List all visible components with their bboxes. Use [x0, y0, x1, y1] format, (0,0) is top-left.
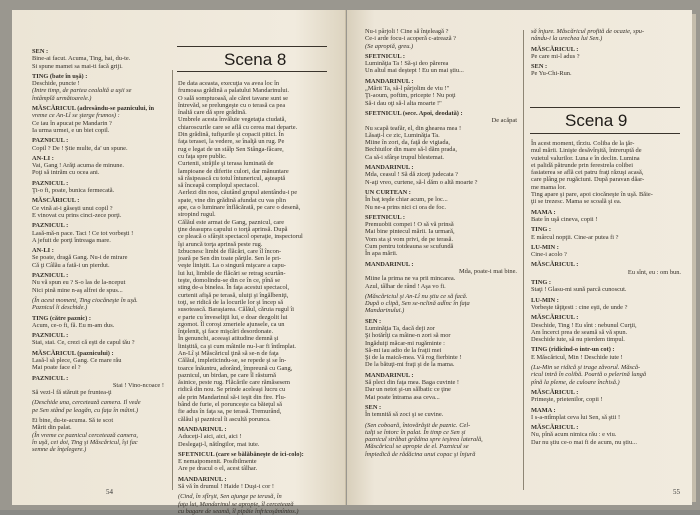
text-line: N-aţi vreo, curtene, să-l dăm o altă moarte ?: [365, 178, 478, 186]
stage-direction-line: talţi se întorc în palat. În timp ce Sen şi: [365, 428, 466, 436]
right-column-stage-directions: [178, 80, 330, 515]
stage-direction-line: (În acest moment, Ting ciocăneşte în uşă.: [32, 296, 138, 304]
text-line: Nici pină mine n-aş alfrei de spus...: [32, 286, 123, 294]
text-line: Stai ! Vino-ncoace !: [112, 381, 164, 389]
text-line: paznicul, un birdan, pe care îl răsturnă: [178, 371, 276, 379]
scene-title: Scena 8: [224, 50, 287, 69]
speaker-name: UN CURTEAN :: [365, 188, 411, 196]
speaker-name: AN-LI :: [32, 247, 54, 255]
text-line: De la bătuţi-mi fraţi şi de la mama.: [365, 361, 455, 369]
text-line: În baţ ieşde chiar acum, pe loc...: [365, 196, 448, 204]
text-line: Să pleci din faţa mea. Baga cuvinte !: [365, 379, 460, 387]
text-line: Pe Yu-Chi-Run.: [531, 70, 572, 78]
text-line: joară pe Sen din toate părţile. Sen le pri-: [178, 255, 282, 263]
text-line: În apa mării.: [365, 250, 398, 258]
text-line: Curtenii, străjile şi terasa luminată de: [178, 160, 274, 168]
text-line: toţi, se ridică de la locurile lor şi încep să: [178, 298, 284, 306]
text-line: ţii se trezesc. Mama se scoală şi ea.: [531, 198, 622, 206]
text-line: să înceapă comploţul spectacol.: [178, 182, 259, 190]
text-line: Să-mi iau adio de la fraţii mei: [365, 346, 442, 354]
stage-direction-line: împiedică de rădăcina unui copac şi înjură: [365, 450, 476, 458]
text-line: Miine în zori, da, faţă de vigiada,: [365, 139, 451, 147]
scene-title-rule-top: [177, 46, 327, 47]
text-line: Nu-i pârjoli ! Cine să înţeleagă ?: [365, 28, 449, 35]
text-line: Ca să-i sfârşe trupul blestemat.: [365, 153, 444, 161]
text-line: ăsinice, peste rug. Flăcările care rămăsesem: [178, 379, 290, 387]
text-line: Să vezi-l fă stăruit pe fruntea-ţi: [32, 389, 112, 397]
speaker-name: MANDARINUL :: [365, 164, 414, 172]
text-line: În temnită să zoci şi se cuvine.: [365, 411, 444, 419]
text-line: fasiaterea se află cei patru fraţi răzuşi acasă,: [531, 169, 644, 177]
speaker-name: MĂSCĂRICUL (adresându-se paznicului, în: [32, 105, 155, 113]
speaker-name: PAZNICUL :: [32, 332, 69, 340]
speaker-name: MANDARINUL :: [365, 260, 414, 268]
text-line: De data aceasta, execuţia va avea loc în: [178, 80, 280, 87]
text-line: Am încerci prea de seamă să vă spun.: [531, 328, 628, 336]
text-line: Azul, tâlhar de rând ! Aşa vo fi.: [365, 282, 446, 290]
text-line: Deschide, Ting ! Eu sînt : nebunul Curţii,: [531, 321, 637, 329]
text-line: să răsipească cu totul întunericul, aşteaptă: [178, 174, 286, 182]
text-line: fie adus în faţa sa, pe terasă. Tremurând,: [178, 408, 282, 416]
text-line: Mai poate face el ?: [32, 364, 81, 372]
text-line: Bine-ai facut. Acuma, Ting, hai, du-te.: [32, 55, 131, 63]
text-line: În genunchi, aceeaşi atitudine demnă şi: [178, 335, 279, 343]
speaker-name: LU-MIN :: [531, 243, 559, 251]
scene-title-rule-bottom: [530, 133, 680, 134]
text-line: Ce iau în apucat pe Mandarin ?: [32, 119, 112, 127]
text-line: rug e legat de un stâlp Sen Stânga-fâcare,: [178, 145, 284, 153]
speaker-name: SFETNICUL (care se bălăbăneşte de ici-colo):: [178, 450, 304, 458]
speaker-name: SEN :: [365, 403, 382, 411]
speaker-name: MANDARINUL :: [178, 475, 227, 483]
speaker-name: PAZNICUL :: [32, 222, 69, 230]
speaker-name: SFETNICUL :: [365, 213, 405, 221]
text-line: A jefuit de porţi întreaga mare.: [32, 236, 111, 244]
text-line: bând de furie, el porunceşte ca băieţul să: [178, 401, 282, 409]
speaker-name: MĂSCĂRICUL (paznicului) :: [32, 349, 114, 357]
text-line: veşte liniştit. La o singură mişcare a capu-: [178, 262, 286, 270]
text-line: Vom sta şi vom privi, de pe terasă.: [365, 235, 454, 243]
text-line: Ia urma urmei, e un biet copil.: [32, 126, 110, 134]
stage-direction-line: pînă la pleme, de culoare închisă.): [531, 378, 620, 386]
speaker-name: MANDARINUL :: [178, 425, 227, 433]
speaker-name: PAZNICUL :: [32, 272, 69, 280]
text-line: mul mării. Linişte desăvîrşită, întreruptă de: [531, 147, 642, 155]
text-line: Să vă în drumul ! Haide ! Duşi-i cor !: [178, 483, 275, 491]
text-line: Mărit din palat.: [32, 424, 72, 432]
stage-direction-line: întâmplă următoarele.): [32, 94, 92, 102]
text-line: ape, ca o luminare înflăcărată, pe care o desenă,: [178, 204, 301, 212]
text-line: I s-a-ntîmplat ceva lui Sen, să ştii !: [531, 413, 621, 421]
stage-direction-line: Mandarinului.): [365, 307, 405, 315]
speaker-name: MĂSCĂRICUL :: [531, 424, 579, 432]
stage-direction-line: (În vreme ce paznicul cercetează camera,: [32, 431, 138, 439]
stage-direction-line: Paznicul îi deschide.): [32, 304, 88, 312]
text-line: Mai poate întrama asa ceva...: [365, 393, 440, 401]
speaker-name: PAZNICUL :: [32, 374, 69, 382]
stage-direction-line: pe Sen stând pe leagăn, cu faţa în mâini.): [32, 406, 139, 414]
stage-direction-line: (Cind, în sfîrşit, Sen ajunge pe terasă, în: [178, 493, 282, 501]
text-line: Staţi ! Glasu-mi sună parcă cunoscut.: [531, 286, 627, 294]
text-line: Pe care mi-l adus ?: [531, 52, 580, 60]
left-page: [12, 10, 346, 515]
speaker-name: SEN :: [365, 317, 382, 325]
text-line: ce pleacă o sfârşit spectacol operaţie, inspectorul: [178, 233, 303, 241]
text-line: me mama lor.: [531, 183, 566, 191]
scene-title: Scena 9: [565, 111, 628, 130]
stage-direction-line: (Lu-Min se ridică şi trage zăvorul. Măscă-: [531, 364, 641, 372]
text-line: lui lui, limbile de flăcări se retrag scurtân-: [178, 269, 286, 277]
text-line: Că ţi Câlău a fată-i un pierdut.: [32, 261, 110, 269]
text-line: Lăsaţi-l ce zic, Luminăţia Ta.: [365, 131, 440, 139]
text-line: susotească. Baraşiarea. Călăul, căruia rugul îi: [178, 306, 295, 314]
text-line: Are pe dracul o el, acest tâlhar.: [178, 465, 258, 473]
text-line: Deschide iute, să nu pierdem timpul.: [531, 336, 625, 344]
text-line: Cum pentru totdeauna se scufundă: [365, 243, 454, 251]
text-line: Mai bine pintecul mării. Ia urmară,: [365, 228, 455, 236]
text-line: Copil ? De ! Știe multe, da' un spune.: [32, 144, 128, 152]
text-line: E Măscăricul, Min ! Deschide iute !: [531, 353, 623, 361]
text-line: înţelenit, şi face mişcări desordonate.: [178, 328, 274, 336]
text-line: Ting apare şi pare, apoi ciocăneşte în uşă. Băie-: [531, 191, 653, 199]
speaker-name: TING :: [531, 226, 552, 234]
text-line: Miine la prima ne va prii mincarea.: [365, 275, 456, 283]
text-line: E mârcul nopţii. Cine-ar putea fi ?: [531, 233, 619, 241]
text-line: curtenii afişă pe terasă, uluiţi şi îngălbeniţi,: [178, 291, 289, 299]
text-line: An-Lî şi Măscăricul ţină să se-n de faţa: [178, 349, 279, 357]
text-line: ţine deasupra capului o torţă aprinsă. După: [178, 225, 288, 233]
text-line: stropind rugul.: [178, 211, 216, 219]
text-line: „Mărit Ta, să-l pârjolim de viu !": [365, 85, 450, 93]
text-line: Să-i dau oţi să-l alta moarte !": [365, 99, 442, 107]
text-line: Călăul, impleticindu-se, se repede şi se în-: [178, 357, 287, 365]
speaker-name: TING (ridicînd-o intr-un cot) :: [531, 346, 615, 354]
paragraph-gap: [531, 78, 681, 102]
text-line: Deslegaţi-l, nătîngilor, mai iute.: [178, 440, 260, 448]
text-line: Cine-i acolo ?: [531, 251, 567, 259]
text-line: Dar nu ştiu ce-o mai fi de acum, nu ştiu...: [531, 438, 637, 446]
speaker-name: MĂSCĂRICUL :: [531, 388, 579, 396]
text-line: Ţi-o fi, poate, bunica fermecată.: [32, 187, 115, 195]
text-line: E vinovat cu prins cinci-zece porţi.: [32, 211, 122, 219]
text-line: Deschide, puncte !: [32, 80, 80, 88]
stage-direction-line: nându-i la urechea lui Sen.): [531, 35, 603, 43]
speaker-name: TING (către paznic) :: [32, 314, 91, 322]
page-edge: [692, 14, 696, 502]
text-line: E nemaipomenit. Posibilmente: [178, 458, 257, 466]
stage-direction-line: vreme ce An-Lî se şterge frumos) :: [32, 112, 120, 120]
text-line: Si spune mamei sa mai-ti facă griji.: [32, 62, 123, 70]
text-line: Lasă-mă-n pace. Taci ! Ce tot vorbeşti !: [32, 229, 134, 237]
speaker-name: MĂSCĂRICUL :: [531, 261, 579, 269]
stage-direction-line: După o clipă, Sen se-nclină adînc în faţa: [365, 300, 470, 308]
text-line: ei palidă pătrunde prin ferestrela colibei: [531, 161, 634, 169]
text-line: Umbrele acesta învăluie vegetaţia ciudată,: [178, 116, 287, 124]
right-page: [347, 10, 692, 505]
stage-direction-line: (Deschide una, cercetează camera. Il vede: [32, 399, 141, 407]
text-line: liniştită, ca şi cum mâinile nu-l-ar fi întîmplat.: [178, 342, 297, 350]
text-line: spate, vine din grădină afundat cu vas plin: [178, 196, 286, 204]
text-line: înaltă care dă spre grădină.: [178, 109, 247, 117]
text-line: Un altul mai deştept ! Eu un mai ştiu...: [365, 67, 464, 75]
stage-direction-line: paznicul străbat grădina spre ieşirea laterală,: [365, 436, 483, 444]
text-line: Bechiuilor din mare să-l dăm prada,: [365, 146, 457, 154]
text-line: teşte, domolindu-se din ce în ce, pînă se: [178, 277, 281, 285]
text-line: De acăpat: [491, 117, 517, 125]
text-line: lampioane de diferite culori, dar mănuntare: [178, 167, 289, 175]
stage-direction-line: (Se apropiă, greu.): [365, 42, 414, 50]
speaker-name: MANDARINUL :: [365, 77, 414, 85]
speaker-name: TING :: [531, 279, 552, 287]
page-number: 54: [106, 488, 113, 496]
stage-direction-line: cu bagare de seamă, îl pipăie înfricoşămîntos.): [178, 507, 299, 515]
stage-direction-line: (Sen coboară, întovărăşit de paznic. Cel-: [365, 421, 471, 429]
text-line: e parte cu înveseliţii lui, e doar dezgolit lui: [178, 313, 288, 321]
scene-title-rule-top: [530, 107, 680, 108]
text-line: Aduceţi-l aici, aici, aici !: [178, 433, 242, 441]
text-line: Stai, stai. Ce, crezi că eşti de capul tău ?: [32, 339, 135, 347]
text-line: Ei bine, du-te-acuma. Să te scot: [32, 417, 114, 425]
speaker-name: SEN :: [32, 48, 49, 55]
column-divider: [172, 70, 173, 490]
speaker-name: SFETNICUL :: [365, 52, 405, 60]
speaker-name: PAZNICUL :: [32, 179, 69, 187]
text-line: Mda, poate-i mai bine.: [458, 267, 517, 275]
speaker-name: LU-MIN :: [531, 296, 559, 304]
speaker-name: PAZNICUL :: [32, 137, 69, 145]
stage-direction-line: Măscăricul se apropie de el. Paznicul se: [365, 443, 469, 451]
stage-direction-line: în uşă, cei doi, Ting şi Măscăricul, îşi fac: [32, 438, 138, 446]
text-line: Primeşte, prietenilor, copii !: [531, 396, 603, 404]
text-line: Şi de la maică-mea. Vă rog fierbinte !: [365, 354, 462, 362]
speaker-name: MĂSCĂRICUL :: [32, 197, 80, 205]
text-line: întrevăd, se prelungeşte cu o terasă ca pea: [178, 101, 286, 109]
left-column-dialogue: [32, 48, 164, 454]
text-line: Eu sînt, eu : om bun.: [627, 268, 681, 276]
column-divider: [523, 30, 524, 490]
speaker-name: MAMA :: [531, 208, 556, 216]
speaker-name: MĂSCĂRICUL :: [531, 45, 579, 53]
text-line: Nu scapă teafăr, el, din ghearea mea !: [365, 124, 462, 132]
text-line: Ţi-aoum, poftim, pricepte ! Nu poţi: [365, 92, 456, 100]
stage-direction-line: (Intre timp, de partea cealaltă a uşii se: [32, 87, 132, 95]
text-line: Bate în uşă cineva, copii !: [531, 215, 598, 223]
text-line: Luminăţia Ta ! Să-şi deo părerea: [365, 60, 449, 68]
text-line: Mda, ceasul ! Să dă ziceţi judecata ?: [365, 171, 458, 179]
left-column-dialogue: [365, 28, 517, 458]
text-line: Lasă-l să plece, Gang. Ce mare rău: [32, 356, 122, 364]
text-line: Premuobii compei ! O să vă prinsă: [365, 221, 454, 229]
stage-direction-line: ricul intră în colibă. Poartă o pelerină lungă: [531, 371, 647, 379]
text-line: faţa terasei, la vedere, se înalţă un rug. Pe: [178, 138, 285, 146]
stage-direction-line: să înjure. Măscăricul profită de ocazie, spu-: [531, 28, 645, 35]
text-line: Izbucnesc limbi de flăcări, care îl încon-: [178, 247, 282, 255]
speaker-name: SFETNICUL (sece. Apoi, deodată) :: [365, 109, 463, 117]
text-line: Nu, pînă acum nimica rău : e viu.: [531, 431, 617, 439]
speaker-name: MĂSCĂRICUL :: [531, 314, 579, 322]
text-line: îşi aruncă torţa aprinsă peste rug.: [178, 240, 263, 248]
text-line: Călăul este armat de Gang, paznicul, care: [178, 218, 285, 226]
scene-title-rule-bottom: [177, 71, 327, 72]
text-line: Nu ne-a prins nici ci ora de foc.: [365, 203, 446, 211]
text-line: Se poate, dragă Gang. Nu-i de mirare: [32, 254, 128, 262]
page-number: 55: [673, 488, 680, 496]
text-line: frumoasa grădină a palatului Mandarinului.: [178, 87, 289, 95]
text-line: Nu vă spun eu ? S-o las de la-nceput: [32, 279, 126, 287]
text-line: călăul şi paznicul îi ascultă porunca.: [178, 415, 271, 423]
text-line: Luminăţia Ta, dacă deji zor: [365, 324, 435, 332]
text-line: Dar un netot şi-un sălbatic ce ţine: [365, 386, 451, 394]
text-line: Ce vină ai-i găseşti unui copil ?: [32, 204, 113, 212]
text-line: Ingăduiţi măcar-mi rugăminte :: [365, 339, 445, 347]
text-line: Din grădină, tufişurile şi copacii pitici. În: [178, 131, 284, 139]
text-line: Poţi să intrăm cu ocea ani.: [32, 169, 100, 177]
text-line: În acest moment, tîrziu. Coliba de la ţăr-: [531, 140, 635, 147]
speaker-name: AN-LI :: [32, 154, 54, 162]
right-column-dialogue: [531, 28, 681, 150]
text-line: O sală somptuoasă, ale cărei tavane sunt se: [178, 94, 289, 102]
text-line: toarce înăuntru, adorând, împreună cu Gang,: [178, 364, 293, 372]
text-line: ale prin Mandarinul să-i ieşit din fire. Flu-: [178, 393, 286, 401]
stage-direction-line: (Măscăriciul şi An-Lî nu ştiu ce să facă.: [365, 292, 468, 300]
text-line: sting de-a binelea. În faţa acestui spectacol,: [178, 284, 290, 292]
text-line: Aerlezi din nou, căutând grupul atentându-i pe: [178, 189, 298, 197]
speaker-name: SEN :: [531, 63, 548, 71]
text-line: care plâng pe rugăciuni. După paravan dăar-: [531, 176, 645, 184]
text-line: vuietul valurilor. Luna e în declin. Lumina: [531, 154, 640, 162]
text-line: cu faţa spre public.: [178, 152, 227, 160]
text-line: Vai, Gang ! Arăţi acuma de minune.: [32, 162, 124, 170]
right-column-scene-text: [531, 140, 681, 446]
speaker-name: TING (bate în uşă) :: [32, 72, 88, 80]
stage-direction-line: semne de înţelegere.): [32, 446, 87, 454]
text-line: zgomot. Îl coroşi zmeriele ajunsele, ca un: [178, 320, 285, 328]
text-line: ridică din nou. Se prinde aceleaşi lucru cu: [178, 386, 286, 394]
text-line: Vorbeşte tăţiţesti : cine eşti, de unde ?: [531, 303, 628, 311]
speaker-name: MAMA :: [531, 406, 556, 414]
speaker-name: MANDARINUL :: [365, 371, 414, 379]
text-line: Acum, ce-o fi, fă. Eu m-am dus.: [32, 321, 115, 329]
text-line: chiaroscurile care se află cu cerea mai departe.: [178, 123, 298, 131]
text-line: Şi hotărîţi ca mâine-n zori să mor: [365, 332, 451, 340]
text-line: Ce-i arde focu-i acoperă c-atrează ?: [365, 35, 456, 43]
stage-direction-line: faţa lui, Mandarinul se apropie, îl cercetează: [178, 500, 294, 508]
